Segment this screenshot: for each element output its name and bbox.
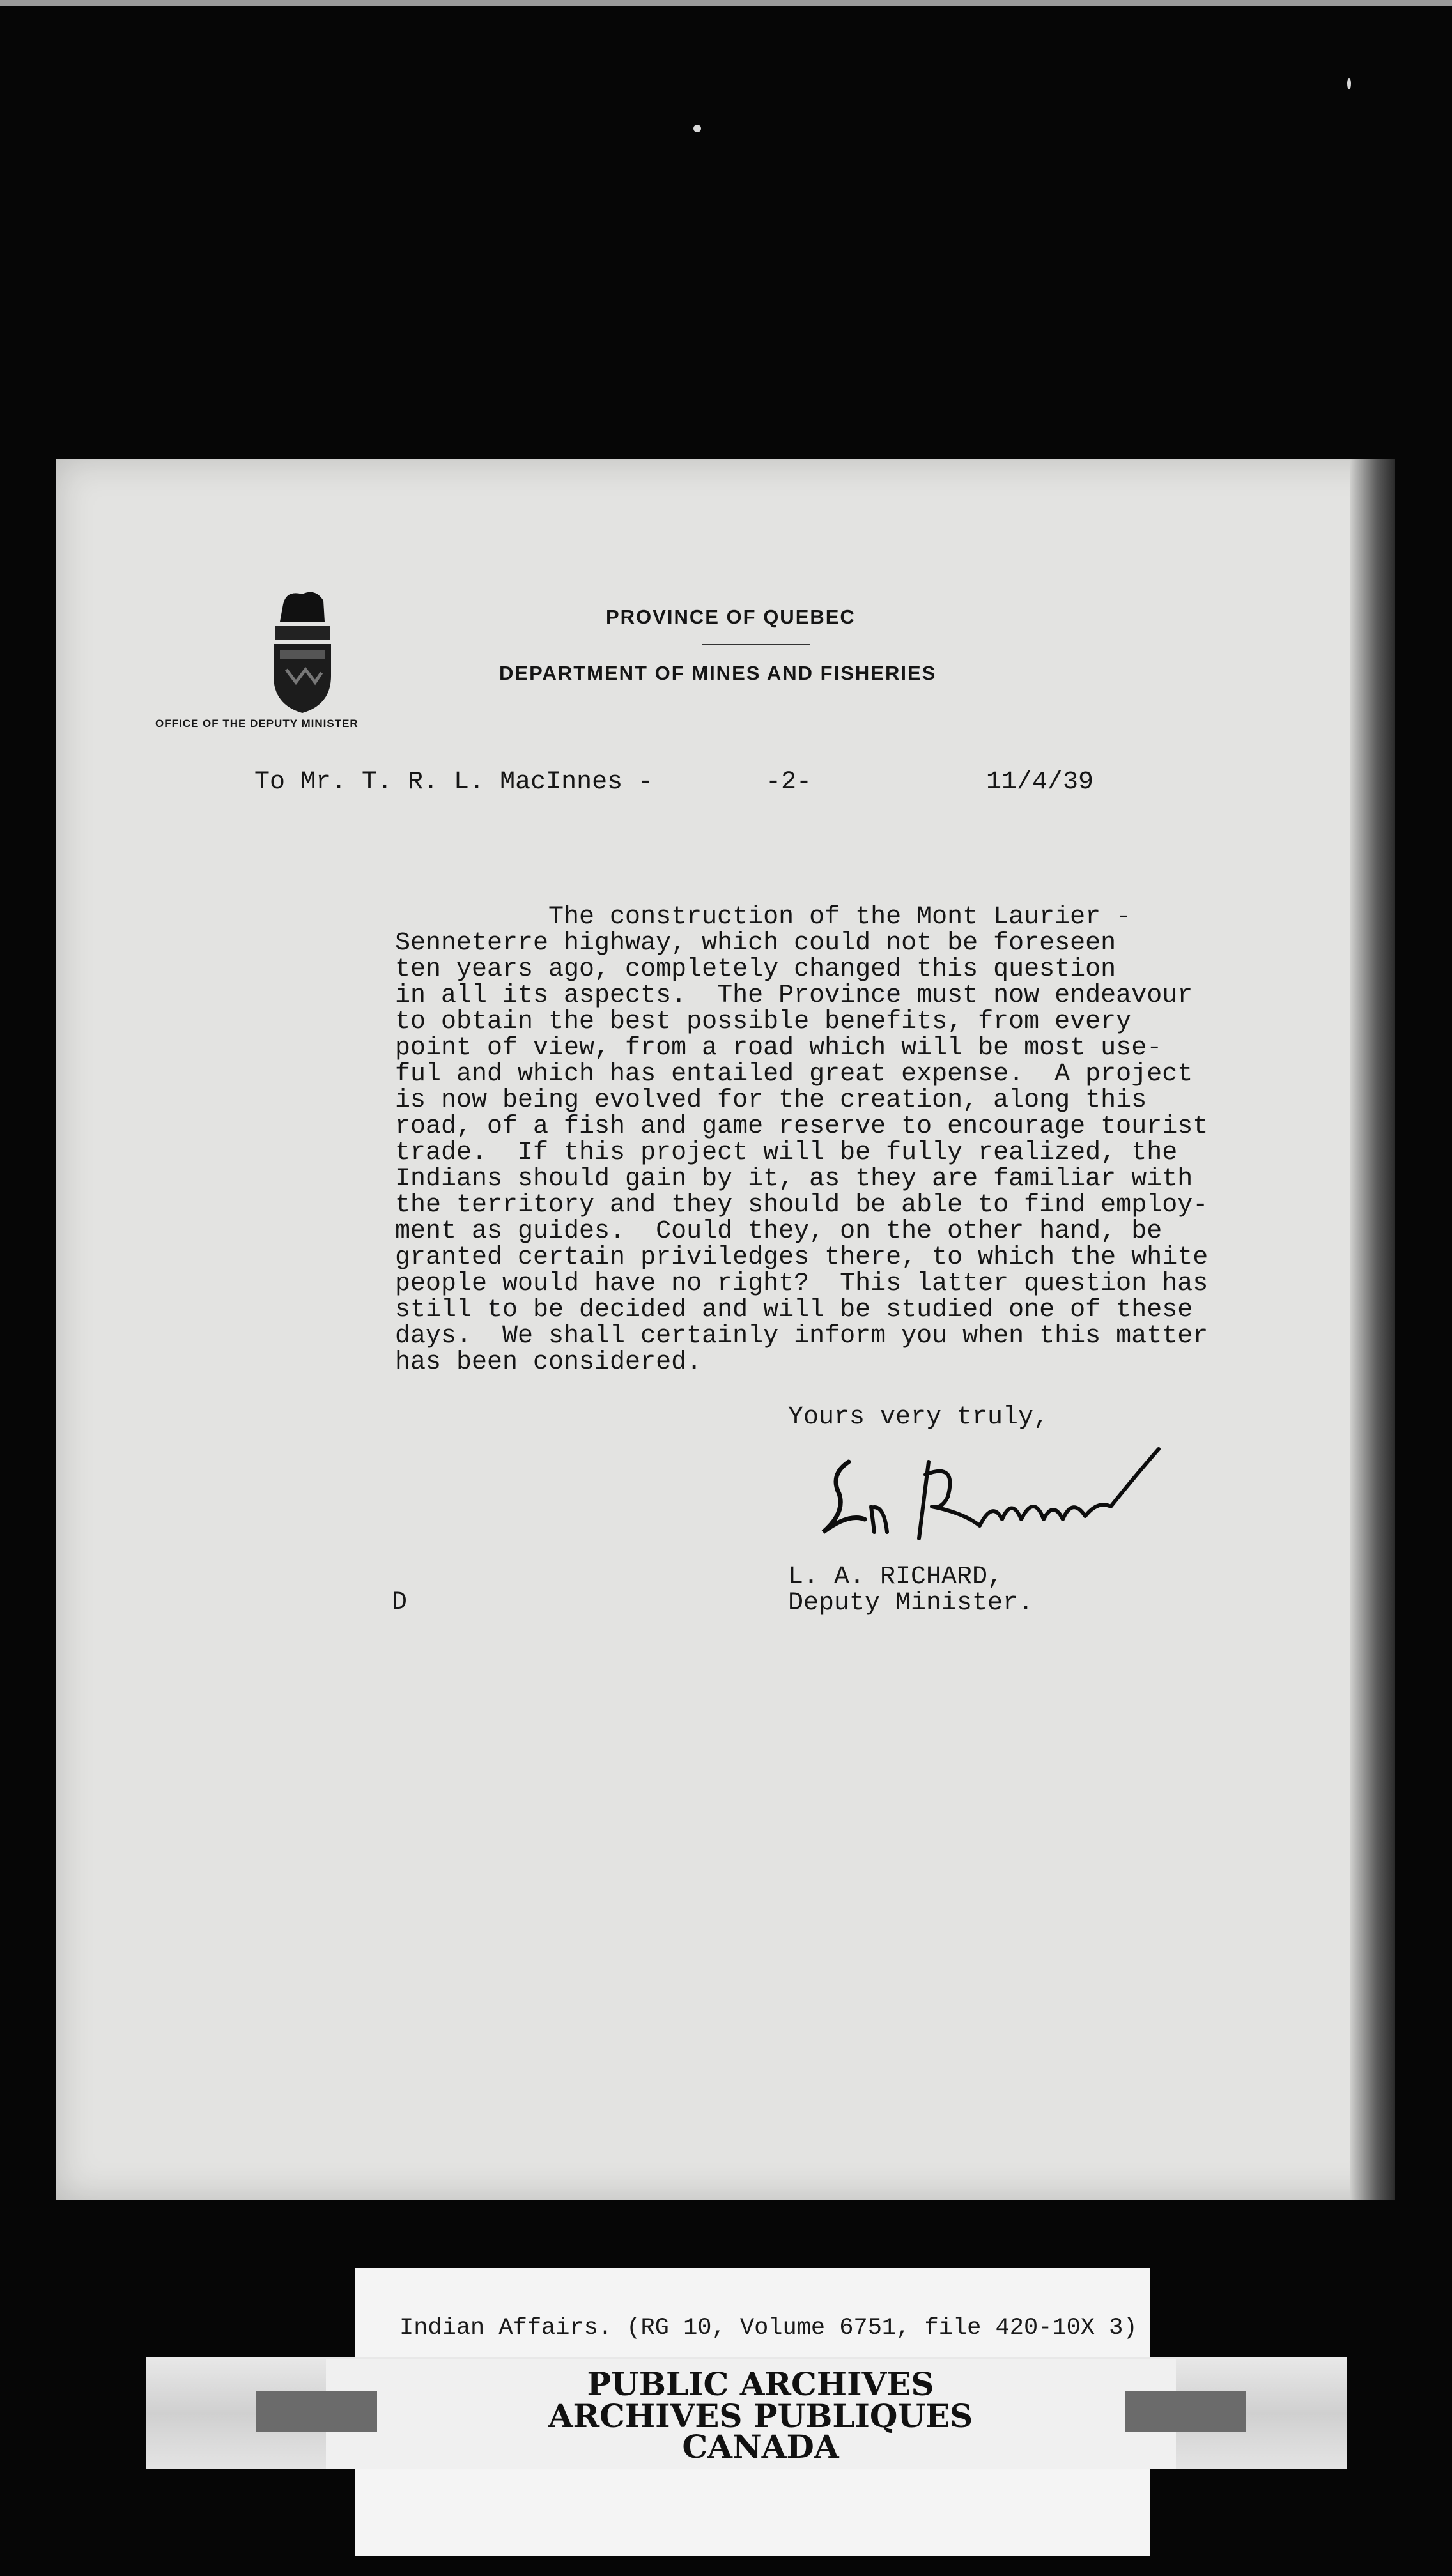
closing-salutation: Yours very truly, xyxy=(788,1403,1049,1432)
letter-date: 11/4/39 xyxy=(986,768,1094,797)
page-edge-shadow xyxy=(1350,459,1395,2200)
letter-body: The construction of the Mont Laurier - Senneterre highway, which could not be foreseen ten years ago, completely changed this question in all its aspects. The Province must now endeavour to obtain the best possible benefits, from every point of view, from a road which will be most use- ful and which has entailed great expense. A project is now being evolved for the creation, along this road, of a fish and game reserve to encourage tourist trade. If this project will be fully realized, the Indians should gain by it, as they are familiar with the territory and they should be able to find employ- ment as guides. Could they, on the other hand, be granted certain priviledges there, to which the white people would have no right? This latter question has still to be decided and will be studied one of these days. We shall certainly inform you when this matter has been considered. xyxy=(395,903,1209,1377)
letterhead-divider xyxy=(702,644,810,645)
film-clip-right xyxy=(1125,2391,1246,2432)
film-speck xyxy=(1347,78,1351,89)
handwritten-signature xyxy=(810,1436,1168,1545)
quebec-coat-of-arms-icon xyxy=(248,586,357,714)
archive-reference: Indian Affairs. (RG 10, Volume 6751, file 420-10X 3) xyxy=(399,2315,1138,2342)
signer-name-and-title: L. A. RICHARD, Deputy Minister. xyxy=(788,1563,1034,1618)
letterhead-department: DEPARTMENT OF MINES AND FISHERIES xyxy=(499,662,937,684)
typist-initial: D xyxy=(392,1588,408,1617)
letter-page xyxy=(56,459,1395,2200)
stamp-archives-publiques: ARCHIVES PUBLIQUES xyxy=(548,2397,973,2435)
film-speck xyxy=(693,125,701,132)
stamp-public-archives: PUBLIC ARCHIVES xyxy=(587,2365,934,2403)
film-top-edge xyxy=(0,0,1452,6)
office-of-deputy-minister: OFFICE OF THE DEPUTY MINISTER xyxy=(155,717,359,730)
page-number: -2- xyxy=(766,768,812,797)
letterhead-province: PROVINCE OF QUEBEC xyxy=(606,606,856,628)
stamp-canada: CANADA xyxy=(682,2428,839,2465)
recipient-line: To Mr. T. R. L. MacInnes - xyxy=(254,768,654,797)
film-clip-left xyxy=(256,2391,377,2432)
